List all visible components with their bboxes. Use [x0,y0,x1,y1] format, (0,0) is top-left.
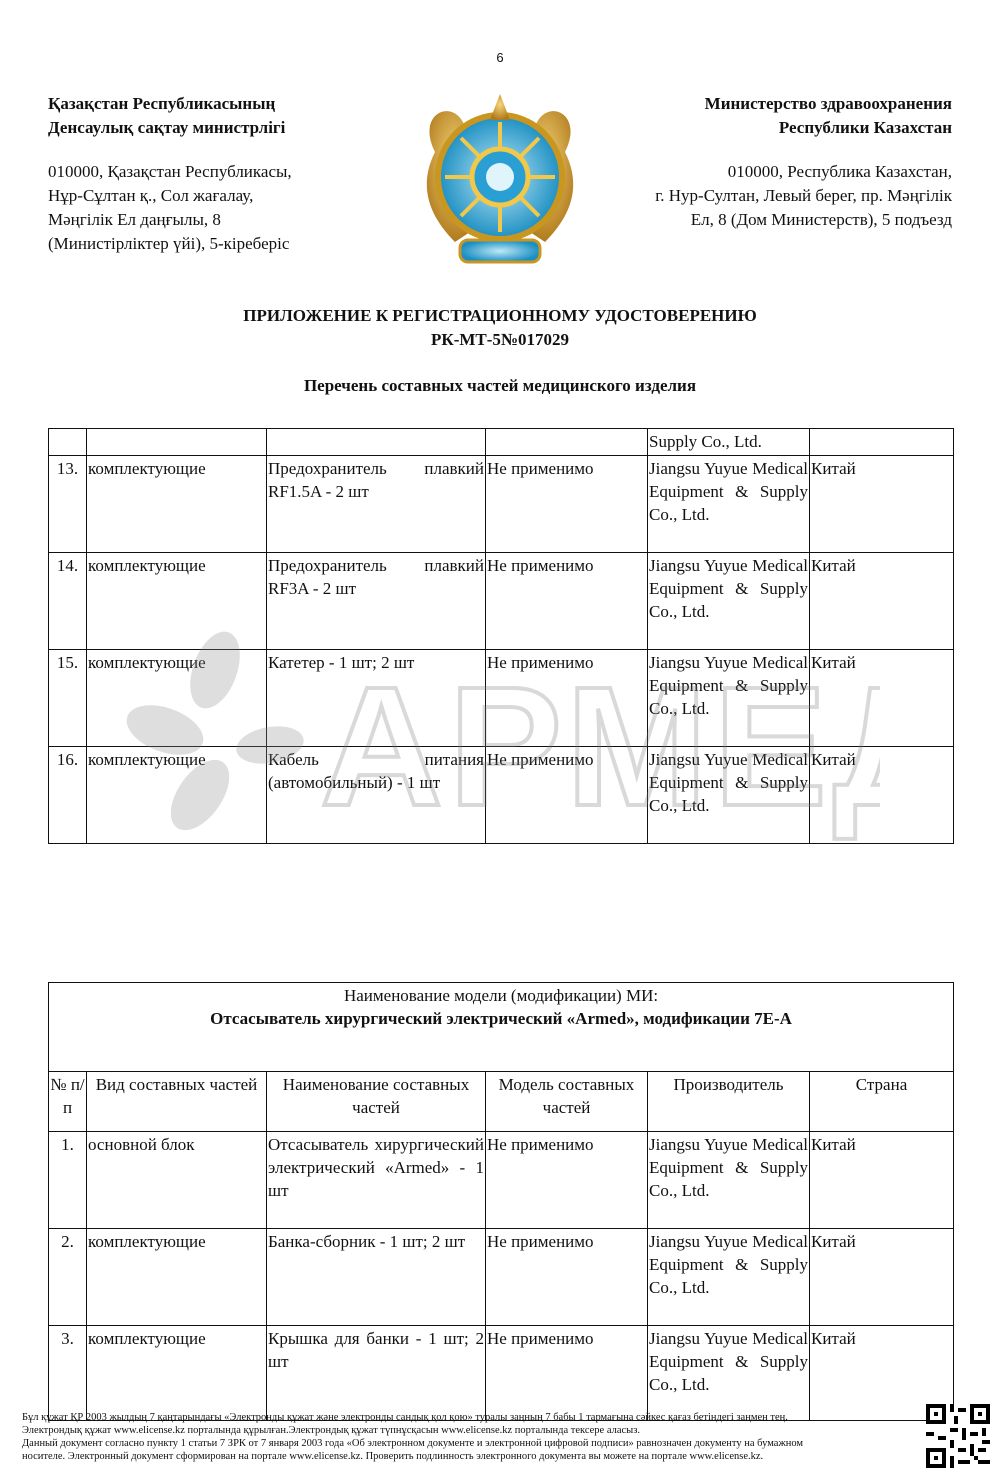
row-number: 1. [49,1132,87,1229]
model-name: Отсасыватель хирургический электрический «Armed», модификации 7E-A [210,1009,792,1028]
model-header-cell [49,983,954,1072]
component-type: комплектующие [87,1326,267,1421]
components-table-continued [48,428,954,844]
component-type: комплектующие [87,1229,267,1326]
row-number: 2. [49,1229,87,1326]
address-kz-line4: (Министірліктер үйі), 5-кіреберіс [48,234,290,253]
header-type: Вид составных частей [87,1072,267,1132]
country: Китай [810,650,954,747]
header-model: Модель составных частей [486,1072,648,1132]
component-name: Катетер - 1 шт; 2 шт [267,650,486,747]
component-model: Не применимо [486,1326,648,1421]
manufacturer: Jiangsu Yuyue Medical Equipment & Supply Co., Ltd. [648,456,810,553]
row-number: 15. [49,650,87,747]
component-type: основной блок [87,1132,267,1229]
ministry-name-kz-line1: Қазақстан Республикасының [48,94,276,113]
country: Китай [810,1132,954,1229]
address-kz-line2: Нұр-Сұлтан қ., Сол жағалау, [48,186,254,205]
watermark-text: АРМЕ [320,652,833,842]
address-kz-line1: 010000, Қазақстан Республикасы, [48,162,292,181]
component-name: Кабель питания (автомобильный) - 1 шт [267,747,486,844]
country: Китай [810,1326,954,1421]
row-number: 16. [49,747,87,844]
table-row [49,1132,954,1229]
component-name: Предохранитель плавкий RF3A - 2 шт [267,553,486,650]
header-num: № п/п [49,1072,87,1132]
row-number: 13. [49,456,87,553]
column-header-row [49,1072,954,1132]
header-right [552,92,952,232]
component-model: Не применимо [486,650,648,747]
legal-footer [22,1411,922,1463]
country: Китай [810,456,954,553]
table-row [49,553,954,650]
component-model: Не применимо [486,456,648,553]
component-type: комплектующие [87,650,267,747]
address-kz [48,160,388,256]
table-row [49,429,954,456]
manufacturer: Jiangsu Yuyue Medical Equipment & Supply Co., Ltd. [648,1229,810,1326]
manufacturer: Jiangsu Yuyue Medical Equipment & Supply Co., Ltd. [648,747,810,844]
header-name: Наименование составных частей [267,1072,486,1132]
ministry-name-ru-line2: Республики Казахстан [778,118,952,137]
maker-continuation: Supply Co., Ltd. [648,429,810,456]
address-kz-line3: Мәңгілік Ел даңғылы, 8 [48,210,221,229]
footer-line2: Электрондық құжат www.elicense.kz порталында құрылған.Электрондық құжат түпнұсқасын www.elicense.kz порталында тексере аласыз. [22,1425,640,1436]
list-subtitle: Перечень составных частей медицинского изделия [303,376,697,395]
header-maker: Производитель [648,1072,810,1132]
component-type: комплектующие [87,747,267,844]
page-number: 6 [496,50,504,65]
component-name: Предохранитель плавкий RF1.5A - 2 шт [267,456,486,553]
table-row [49,1229,954,1326]
header-left [48,92,388,256]
component-model: Не применимо [486,553,648,650]
manufacturer: Jiangsu Yuyue Medical Equipment & Supply Co., Ltd. [648,553,810,650]
component-type: комплектующие [87,456,267,553]
footer-line1: Бұл құжат ҚР 2003 жылдың 7 қаңтарындағы «Электронды құжат және электронды сандық қол қою» туралы заңның 7 бабы 1 тармағына сәйкес қағаз бетіндегі заңмен тең. [22,1412,788,1423]
manufacturer: Jiangsu Yuyue Medical Equipment & Supply Co., Ltd. [648,1326,810,1421]
header-country: Страна [810,1072,954,1132]
footer-line3: Данный документ согласно пункту 1 статьи 7 ЗРК от 7 января 2003 года «Об электронном документе и электронной цифровой подписи» равнозначен документу на бумажном [22,1438,804,1449]
table-row [49,1326,954,1421]
component-name: Отсасыватель хирургический электрический «Armed» - 1 шт [267,1132,486,1229]
row-number: 3. [49,1326,87,1421]
component-type: комплектующие [87,553,267,650]
component-model: Не применимо [486,747,648,844]
manufacturer: Jiangsu Yuyue Medical Equipment & Supply Co., Ltd. [648,1132,810,1229]
certificate-number: РК-МТ-5№017029 [430,330,569,349]
table-row [49,747,954,844]
qr-code-icon [926,1404,990,1468]
address-ru-line2: г. Нур-Султан, Левый берег, пр. Мәңгілік [655,186,952,205]
model-header-row [49,983,954,1072]
table-row [49,456,954,553]
address-ru-line1: 010000, Республика Казахстан, [727,162,952,181]
ministry-name-kz-line2: Денсаулық сақтау министрлігі [48,118,286,137]
footer-line4: носителе. Электронный документ сформирован на портале www.elicense.kz. Проверить подлинность электронного документа вы можете на портале www.elicense.kz. [22,1451,764,1462]
row-number: 14. [49,553,87,650]
country: Китай [810,553,954,650]
ministry-name-ru-line1: Министерство здравоохранения [704,94,952,113]
document-title: ПРИЛОЖЕНИЕ К РЕГИСТРАЦИОННОМУ УДОСТОВЕРЕНИЮ [243,306,757,325]
address-ru-line3: Ел, 8 (Дом Министерств), 5 подъезд [690,210,952,229]
address-ru [552,160,952,232]
manufacturer: Jiangsu Yuyue Medical Equipment & Supply Co., Ltd. [648,650,810,747]
component-name: Крышка для банки - 1 шт; 2 шт [267,1326,486,1421]
model-label: Наименование модели (модификации) МИ: [343,986,659,1005]
country: Китай [810,747,954,844]
country: Китай [810,1229,954,1326]
table-row [49,650,954,747]
component-name: Банка-сборник - 1 шт; 2 шт [267,1229,486,1326]
component-model: Не применимо [486,1132,648,1229]
components-table-7e-a [48,982,954,1421]
component-model: Не применимо [486,1229,648,1326]
